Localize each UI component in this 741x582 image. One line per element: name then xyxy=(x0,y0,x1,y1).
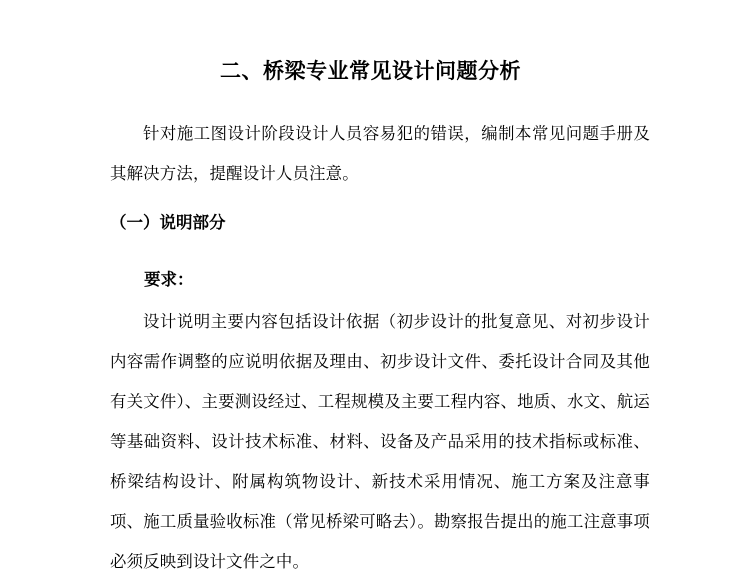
requirement-paragraph: 设计说明主要内容包括设计依据（初步设计的批复意见、对初步设计内容需作调整的应说明依据及理由、初步设计文件、委托设计合同及其他有关文件）、主要测设经过、工程规模及主要工程内容、地质、水文、航运等基础资料、设计技术标准、材料、设备及产品采用的技术指标或标准、桥梁结构设计、附属构筑物设计、新技术采用情况、施工方案及注意事项、施工质量验收标准（常见桥梁可略去）。勘察报告提出的施工注意事项必须反映到设计文件之中。 xyxy=(110,312,650,571)
document-title: 二、桥梁专业常见设计问题分析 xyxy=(220,59,521,83)
requirement-label: 要求： xyxy=(144,270,194,289)
intro-paragraph: 针对施工图设计阶段设计人员容易犯的错误，编制本常见问题手册及其解决方法，提醒设计人员注意。 xyxy=(110,124,650,183)
section-heading: （一）说明部分 xyxy=(110,213,226,232)
